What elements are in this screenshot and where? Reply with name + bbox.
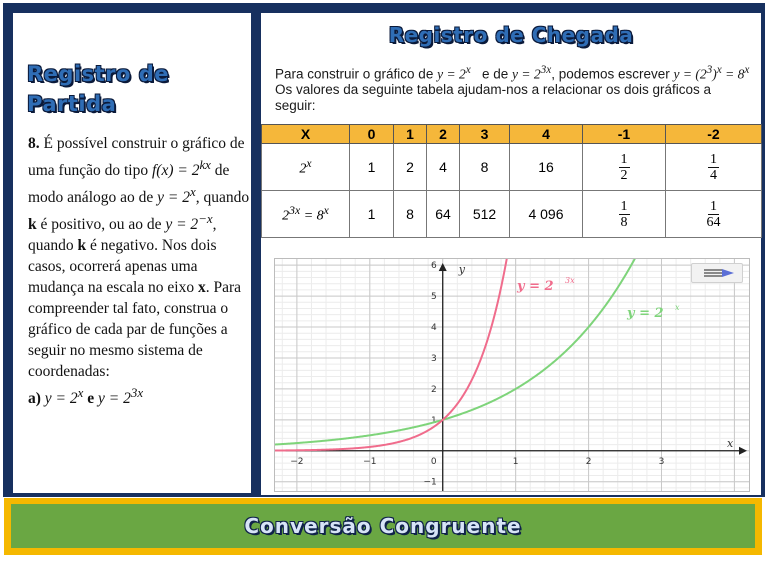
intro-f3b: )	[712, 66, 717, 82]
curve1-label: y = 2	[517, 279, 554, 294]
x-tick-label: −1	[363, 456, 377, 467]
row1-label	[262, 144, 350, 191]
item-a-label: a)	[28, 390, 41, 408]
table-cell: 4	[427, 144, 460, 191]
intro-f2-exp: 3x	[540, 64, 552, 76]
fraction-den: 4	[710, 167, 717, 183]
table-header-cell: -1	[583, 125, 666, 144]
table-cell-fraction	[583, 191, 666, 238]
pair-a1-exp: x	[77, 385, 84, 401]
intro-f3a-exp: 3	[706, 64, 713, 76]
pair-a2: y = 2	[98, 390, 131, 408]
pair-a2-exp: 3x	[130, 385, 144, 401]
intro-f3c: = 8	[721, 66, 745, 82]
banner-inner	[11, 504, 755, 548]
table-cell: 64	[427, 191, 460, 238]
y-axis-label: y	[458, 263, 465, 276]
problem-text-1: É possível construir o gráfico de uma função do tipo	[28, 135, 245, 180]
y-tick-label: 4	[430, 323, 437, 334]
fraction-den: 8	[620, 214, 628, 230]
table-header-cell: 3	[460, 125, 510, 144]
intro-text	[275, 63, 755, 113]
row2-label-mid: = 8	[300, 208, 324, 224]
banner	[4, 498, 762, 555]
row2-label-base: 2	[282, 208, 290, 224]
table-header-row	[262, 125, 762, 144]
problem-text-5: , quando	[28, 216, 217, 255]
table-cell: 8	[394, 191, 427, 238]
registro-partida-title: Registro de Partida	[27, 62, 170, 116]
y-axis-arrow	[439, 263, 447, 271]
problem-text-4: é positivo, ou ao de	[36, 216, 166, 234]
bold-x: x	[198, 279, 206, 297]
row1-label-base: 2	[299, 161, 307, 177]
problem-text-2: de modo análogo ao de	[28, 162, 230, 207]
curve1-label-exp: 3x	[565, 276, 575, 285]
table-cell: 1	[350, 144, 394, 191]
fraction-num: 1	[710, 198, 717, 214]
style-bar-icon	[692, 264, 742, 282]
x-tick-label: −2	[290, 456, 304, 467]
table-header-cell: 2	[427, 125, 460, 144]
graph-canvas[interactable]	[275, 259, 749, 491]
left-panel	[13, 13, 251, 493]
y-tick-label: 2	[430, 384, 437, 395]
pair-and: e	[87, 390, 95, 408]
problem-text	[28, 133, 253, 410]
curve2-label-exp: x	[675, 303, 680, 312]
table-cell: 16	[510, 144, 583, 191]
y-tick-label: 1	[430, 415, 437, 426]
intro-f2: y = 2	[512, 66, 541, 82]
table-header-cell: 0	[350, 125, 394, 144]
table-cell-fraction	[666, 144, 762, 191]
row1-label-exp: x	[306, 156, 312, 170]
problem-text-3: , quando	[195, 189, 250, 207]
banner-title: Conversão Congruente	[244, 514, 522, 538]
table-cell: 4 096	[510, 191, 583, 238]
y-tick-label: 6	[430, 261, 437, 272]
row2-label	[262, 191, 350, 238]
curve2-label: y = 2	[627, 306, 664, 321]
fraction-num: 1	[710, 151, 717, 167]
fraction-num: 1	[620, 151, 628, 167]
intro-f1: y = 2	[437, 66, 466, 82]
intro-f3a: y = (2	[673, 66, 707, 82]
x-tick-label: 3	[658, 456, 665, 467]
pair-a1: y = 2	[44, 390, 78, 408]
y-tick-label: 3	[430, 353, 437, 364]
table-cell-fraction	[583, 144, 666, 191]
intro-f3b-exp: x	[716, 64, 722, 76]
x-axis-label: x	[727, 436, 734, 450]
intro-1: Para construir o gráfico de	[275, 66, 438, 82]
table-header-x: X	[262, 125, 350, 144]
x-axis-arrow	[739, 447, 747, 455]
bold-k: k	[28, 216, 37, 234]
intro-3: , podemos escrever	[551, 66, 674, 82]
curve-y-23x	[275, 259, 509, 451]
x-tick-label: 1	[512, 456, 519, 467]
table-header-cell: 1	[394, 125, 427, 144]
row2-label-exp2: x	[323, 203, 329, 217]
formula-f-kx: f(x) = 2	[151, 162, 200, 180]
values-table	[261, 124, 762, 238]
table-row	[262, 191, 762, 238]
table-cell: 2	[394, 144, 427, 191]
page-frame	[3, 3, 765, 497]
intro-f3c-exp: x	[744, 64, 750, 76]
formula-f-kx-exp: kx	[199, 157, 211, 172]
right-panel	[261, 13, 761, 495]
fraction-num: 1	[620, 198, 628, 214]
problem-text-6: é negativo. Nos dois casos, ocorrerá apenas uma mudança na escala no eixo	[28, 237, 217, 297]
bold-k-2: k	[77, 237, 87, 255]
table-cell-fraction	[666, 191, 762, 238]
intro-2: e de	[481, 66, 512, 82]
table-cell: 8	[460, 144, 510, 191]
registro-chegada-title: Registro de Chegada	[388, 23, 634, 47]
intro-f1-exp: x	[465, 64, 471, 76]
intro-4: Os valores da seguinte tabela ajudam-nos a relacionar os dois gráficos a seguir:	[275, 82, 711, 113]
function-graph[interactable]	[274, 258, 750, 492]
table-header-cell: 4	[510, 125, 583, 144]
formula-y-2mx-exp: −x	[198, 211, 213, 227]
problem-text-7: . Para compreender tal fato, construa o gráfico de cada par de funções a seguir no mesmo sistema de coordenadas:	[28, 279, 242, 381]
fraction-den: 64	[706, 214, 721, 230]
graph-style-menu-button[interactable]	[691, 263, 743, 283]
y-tick-label: −1	[423, 477, 437, 488]
formula-y-2x-exp: x	[189, 184, 196, 200]
formula-y-2x: y = 2	[157, 189, 190, 207]
table-cell: 1	[350, 191, 394, 238]
formula-y-2mx: y = 2	[165, 216, 199, 234]
table-row	[262, 144, 762, 191]
row2-label-exp1: 3x	[289, 203, 301, 217]
item-number: 8.	[28, 135, 40, 152]
x-tick-label: 0	[430, 456, 437, 467]
table-header-cell: -2	[666, 125, 762, 144]
y-tick-label: 5	[430, 292, 437, 303]
x-tick-label: 2	[585, 456, 592, 467]
table-cell: 512	[460, 191, 510, 238]
fraction-den: 2	[620, 167, 628, 183]
